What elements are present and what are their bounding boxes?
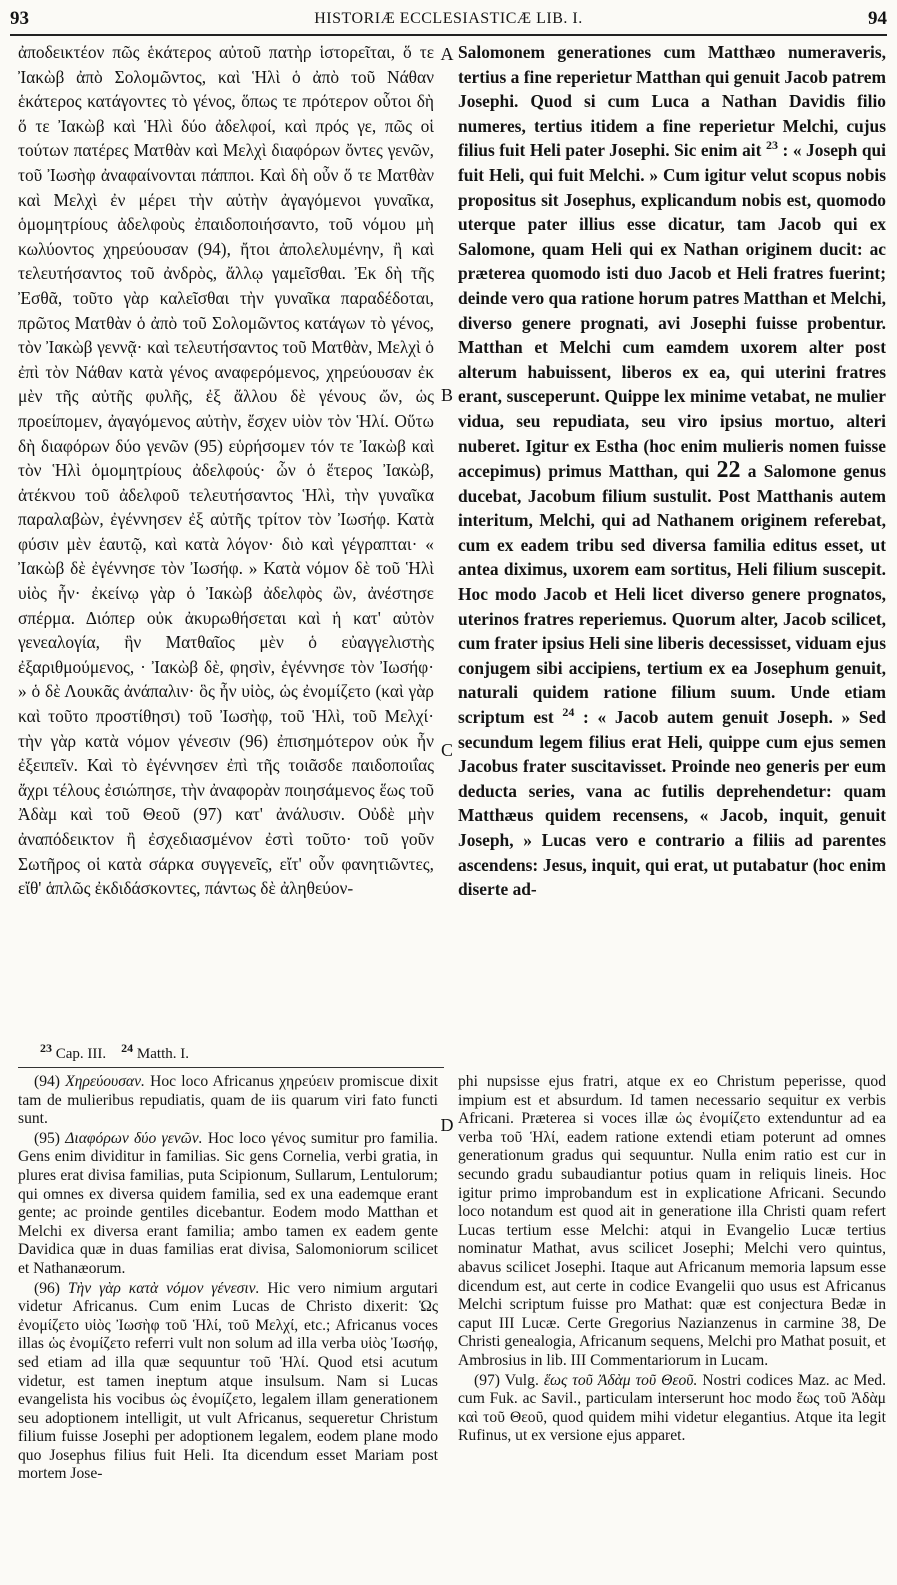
note-text: Nostri codices Maz. ac Med. cum Fuk. ac Savil., particulam interserunt hoc modo ἕως τοῦ Ἀδὰμ καὶ τοῦ Θεοῦ, quod quidem mihi videtur elegantius. Atque ita legit Rufinus, ut ex versione ejus apparet. bbox=[458, 1371, 886, 1445]
note-text: Hoc loco γένος sumitur pro familia. Gens enim dividitur in familias. Sic gens Cornelia, verbi gratia, in plures erat divisa familias, puta Scipionum, Sullarum, Lentulorum; qui omnes ex diversa quidem familia, sed ex una eademque erant gente; ac proinde gentiles dicebantur. Eodem modo Matthan et Melchi ex diversa erant familia; ambo tamen ex eadem gente Davidica quæ in duas familias erat divisa, Salomoniorum scilicet et Nathanæorum. bbox=[18, 1129, 438, 1277]
latin-text-column bbox=[458, 40, 886, 1065]
note-lemma: Τὴν γὰρ κατὰ νόμον γένεσιν. bbox=[67, 1279, 260, 1297]
running-title: HISTORIÆ ECCLESIASTICÆ LIB. I. bbox=[314, 10, 583, 27]
greek-text-column bbox=[18, 40, 434, 1065]
notes-column-left bbox=[18, 1073, 438, 1578]
greek-paragraph: ἀποδεικτέον πῶς ἑκάτερος αὐτοῦ πατὴρ ἱστορεῖται, ὅ τε Ἰακὼβ ἀπὸ Σολομῶντος, καὶ Ἡλὶ ὁ ἀπὸ τοῦ Νάθαν ἑκάτερος κατάγοντες τὸ γένος, ὅπως τε πρότερον οὗτοι δὴ ὅ τε Ἰακὼβ καὶ Ἡλὶ δύο ἀδελφοί, καὶ πρός γε, πῶς οἱ τούτων πατέρες Ματθὰν καὶ Μελχὶ διαφόρων ὄντες γενῶν, τοῦ Ἰωσὴφ ἀναφαίνονται πάπποι. Καὶ δὴ οὖν ὅ τε Ματθὰν καὶ Μελχὶ ἐν μέρει τὴν αὐτὴν ἀγαγόμενοι γυναῖκα, ὁμομητρίους ἀδελφοὺς ἐπαιδοποιήσαντο, τοῦ νόμου μὴ κωλύοντος χηρεύουσαν (94), ἤτοι ἀπολελυμένην, ἢ καὶ τελευτήσαντος τοῦ ἀνδρὸς, ἄλλῳ γαμεῖσθαι. Ἐκ δὴ τῆς Ἐσθᾶ, τοῦτο γὰρ καλεῖσθαι τὴν γυναῖκα παραδέδοται, πρῶτος Ματθὰν ὁ ἀπὸ τοῦ Σολομῶντος κατάγων τὸ γένος, τὸν Ἰακὼβ γεννᾷ· καὶ τελευτήσαντος τοῦ Ματθὰν, Μελχὶ ὁ ἐπὶ τὸν Νάθαν κατὰ γένος αναφερόμενος, χηρεύουσαν ἐκ μὲν τῆς αὐτῆς φυλῆς, ἐξ ἄλλου δὲ γένους ὤν, ὡς προείπομεν, ἀγαγόμενος αὐτὴν, ἔσχεν υἱὸν τὸν Ἡλί. Οὕτω δὴ διαφόρων δύο γενῶν (95) εὑρήσομεν τόν τε Ἰακὼβ καὶ τὸν Ἡλὶ ὁμομητρίους ἀδελφούς· ὧν ὁ ἕτερος Ἰακὼβ, ἀτέκνου τοῦ ἀδελφοῦ τελευτήσαντος Ἡλὶ, τὴν γυναῖκα παραλαβὼν, ἐγέννησεν ἐξ αὐτῆς τρίτον τὸν Ἰωσήφ. Κατὰ φύσιν μὲν ἑαυτῷ, καὶ κατὰ λόγον· διὸ καὶ γέγραπται· « Ἰακὼβ δὲ ἐγέννησε τὸν Ἰωσήφ. » Κατὰ νόμον δὲ τοῦ Ἡλὶ υἱὸς ἦν· ἐκείνῳ γὰρ ὁ Ἰακὼβ ἀδελφὸς ὢν, ἀνέστησε σπέρμα. Διόπερ οὐκ ἀκυρωθήσεται καὶ ἡ κατ' αὐτὸν γενεαλογία, ἣν Ματθαῖος μὲν ὁ εὐαγγελιστὴς ἐξαριθμούμενος, · Ἰακὼβ δὲ, φησὶν, ἐγέννησε τὸν Ἰωσήφ· » ὁ δὲ Λουκᾶς ἀνάπαλιν· ὃς ἦν υἱὸς, ὡς ἐνομίζετο (καὶ γὰρ καὶ τοῦτο προστίθησι) τοῦ Ἰωσὴφ, τοῦ Ἡλὶ, τοῦ Μελχί· τὴν γὰρ κατὰ νόμον γένεσιν (96) ἐπισημότερον οὐκ ἦν ἐξειπεῖν. Καὶ τὸ ἐγέννησεν ἐπὶ τῆς τοιᾶσδε παιδοποιΐας ἄχρι τέλους ἐσιώπησε, τὴν ἀναφορὰν ποιησάμενος ἕως τοῦ Ἀδὰμ καὶ τοῦ Θεοῦ (97) κατ' ἀνάλυσιν. Οὐδὲ μὴν ἀναπόδεικτον ἢ ἐσχεδιασμένον ἐστὶ τοῦτο· τοῦ γοῦν Σωτῆρος οἱ κατὰ σάρκα συγγενεῖς, εἴτ' οὖν φανητιῶντες, εἴθ' ἁπλῶς ἐκδιδάσκοντες, πάντως δὲ ἀληθεύον- bbox=[18, 42, 434, 899]
header-rule bbox=[10, 34, 887, 36]
note-number: (96) bbox=[34, 1279, 60, 1297]
scripture-ref-text: Matth. I. bbox=[136, 1046, 189, 1062]
scripture-ref-text: Cap. III. bbox=[55, 1046, 107, 1062]
margin-letter-a: A bbox=[440, 44, 454, 64]
latin-paragraph bbox=[458, 40, 886, 902]
scripture-references bbox=[40, 1041, 430, 1063]
notes-column-right bbox=[458, 1073, 886, 1578]
note-96 bbox=[18, 1280, 438, 1485]
note-lemma: Διαφόρων δύο γενῶν. bbox=[65, 1129, 203, 1147]
note-95 bbox=[18, 1130, 438, 1279]
note-lemma: Χηρεύουσαν. bbox=[65, 1073, 145, 1090]
latin-text-part-4: : « Jacob autem genuit Joseph. » Sed secundum legem filius erat Heli, quippe cum ejus semen Jacobus frater suscitavisset. Proinde neo generis per eum deducta series, vana ac futilis deprehendetur: quam Matthæus quidem recensens, « Jacob, inquit, genuit Joseph, » Lucas vero e contrario a filiis ad parentes ascendens: Jesus, inquit, qui erat, ut putabatur (hoc enim diserte ad- bbox=[458, 707, 886, 900]
page-header bbox=[10, 6, 887, 32]
note-number: (95) bbox=[34, 1129, 60, 1147]
scripture-ref-num: 24 bbox=[121, 1041, 134, 1055]
latin-text-part-3: a Salomone genus ducebat, Jacobum filium sustulit. Post Matthanis autem interitum, Melchi, qui ad Nathanem originem referebat, cum ex eadem tribu sed diversa familia editus esset, ut antea diximus, uxorem eam sortitus, Heli filium suscepit. Hoc modo Jacob et Heli licet diverso genere prognatos, uterinos fratres reperiemus. Quorum alter, Jacob scilicet, cum frater ipsius Heli sine liberis decessisset, viduam ejus conjugem sibi accipiens, tertium ex ea Josephum genuit, naturali quidem ratione filium suum. Unde etiam scriptum est bbox=[458, 461, 886, 728]
scripture-ref-23: 23 bbox=[765, 138, 778, 153]
margin-letter-b: B bbox=[440, 385, 453, 405]
note-94 bbox=[18, 1073, 438, 1129]
note-text: Hoc loco Africanus χηρεύειν promiscue dixit tam de mulieribus repudiatis, quam de iis quarum viri fato functi sunt. bbox=[18, 1073, 438, 1128]
note-text: Hic vero nimium argutari videtur Africanus. Cum enim Lucas de Christo dixerit: Ὡς ἐνομίζετο υἱὸς Ἰωσὴφ τοῦ Ἡλί, τοῦ Μελχί, etc.; Africanus voces illas ὡς ἐνομίζετο referri vult non solum ad illa verba υἱὸς Ἰωσήφ, sed etiam ad illa quæ sequuntur τοῦ Ἡλί. Quod etsi acutum videtur, est tamen ineptum atque insulsum. Nam si Lucas evangelista his vocibus ὡς ἐνομίζετο, legalem illam generationem seu adoptionem intelligit, ut vult Africanus, sequeretur Christum filium fuisse Josephi per adoptionem legalem, eodem plane modo quo Josephus filius fuit Heli. Ita dicendum esset Mariam post mortem Jose- bbox=[18, 1279, 438, 1483]
margin-letter-d: D bbox=[440, 1115, 454, 1135]
note-number: (97) bbox=[474, 1371, 500, 1389]
note-number: (94) bbox=[34, 1073, 60, 1090]
latin-text-part-1: Salomonem generationes cum Matthæo numeraveris, tertius a fine reperietur Matthan qui genuit Jacob patrem Josephi. Quod si cum Luca a Nathan Davidis filio numeres, tertius itidem a fine reperietur Melchi, cujus filius fuit Heli pater Josephi. Sic enim ait bbox=[458, 42, 886, 161]
page-number-right: 94 bbox=[868, 8, 887, 29]
scripture-ref-24: 24 bbox=[562, 705, 575, 720]
margin-letter-c: C bbox=[440, 740, 453, 760]
note-lead: Vulg. bbox=[504, 1371, 539, 1389]
note-lemma: ἕως τοῦ Ἀδὰμ τοῦ Θεοῦ. bbox=[543, 1371, 698, 1389]
notes-rule bbox=[18, 1067, 444, 1068]
old-page-marker: 22 bbox=[716, 457, 741, 484]
note-97 bbox=[458, 1372, 886, 1446]
note-96-continued: phi nupsisse ejus fratri, atque ex eo Christum peperisse, quod impium est et absurdum. Id tamen necessario sequitur ex verbis Africani. Præterea si voces illæ ὡς ἐνομίζετο extenduntur ad ea verba τοῦ Ἡλί, eadem ratione extendi etiam poterunt ad omnes generationum gradus qui sequuntur. Nulla enim ratio est cur in secundo gradu subaudiantur potius quam in reliquis lineis. Hoc igitur primo improbandum est in explicatione Africani. Secundo loco notandum est quod ait in generatione illa Christi quam refert Lucas tertium esse Melchi: atqui in Evangelio Lucæ tertius nominatur Mathat, avus scilicet Josephi; Melchi vero quintus, abavus scilicet Josephi. Itaque aut Africanum memoria lapsum esse dicendum est, aut certe in codice Evangelii quo usus est Africanus Melchi scriptum fuisse pro Mathat: quæ est conjectura Bedæ in caput III Lucæ. Certe Gregorius Nazianzenus in carmine 38, De Christi genealogia, Africanum sequens, Melchi pro Mathat posuit, et Ambrosius in lib. III Commentariorum in Lucam. bbox=[458, 1073, 886, 1369]
page-number-left: 93 bbox=[10, 8, 29, 29]
latin-text-part-2: : « Joseph qui fuit Heli, qui fuit Melchi. » Cum igitur velut scopus nobis propositus sit Josephus, explicandum nobis est, quomodo uterque pater illius esse dicatur, tam Jacob qui ex Salomone, quam Heli qui ex Nathan originem ducit: ac præterea quomodo isti duo Jacob et Heli fratres fuerint; deinde vero qua ratione horum patres Matthan et Melchi, diverso genere prognati, avi Josephi fuisse probentur. Matthan et Melchi cum eamdem uxorem alter post alterum habuissent, liberos ex ea, qui uterini fratres erant, susceperunt. Quippe lex minime vetabat, ne mulier vidua, seu repudiata, seu viro ipsius mortuo, alteri nuberet. Igitur ex Estha (hoc enim mulieris nomen fuisse accepimus) primus Matthan, qui bbox=[458, 140, 886, 482]
scripture-ref-num: 23 bbox=[40, 1041, 52, 1055]
